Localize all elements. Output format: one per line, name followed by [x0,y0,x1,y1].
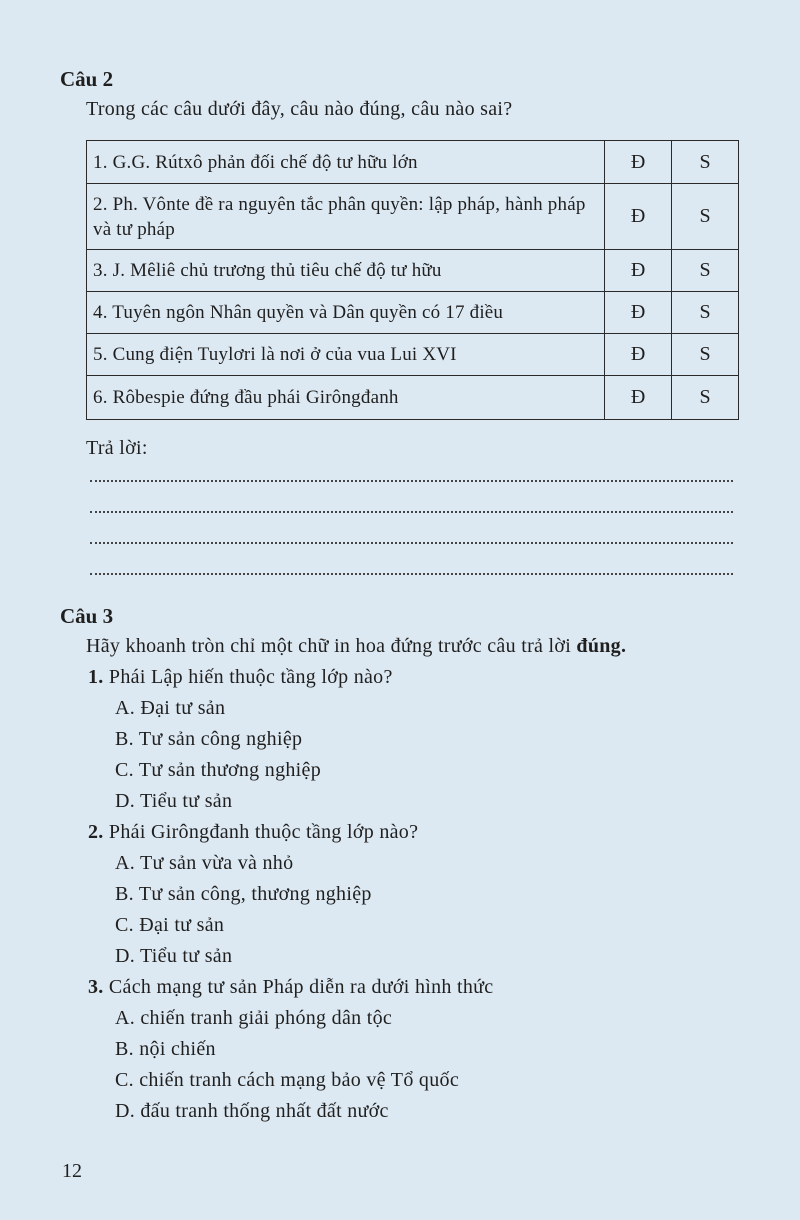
answer-label: Trả lời: [86,437,148,459]
true-option[interactable]: Đ [605,376,672,420]
question-3-heading: Câu 3 [60,604,114,628]
true-option[interactable]: Đ [605,292,672,334]
true-option[interactable]: Đ [605,334,672,376]
statement-cell: 3. J. Mêliê chủ trương thủ tiêu chế độ tư hữu [87,250,605,292]
option-b[interactable]: B. Tư sản công, thương nghiệp [115,883,372,905]
option-c[interactable]: C. Tư sản thương nghiệp [115,759,322,781]
true-false-table [86,140,739,420]
statement-cell: 2. Ph. Vônte đề ra nguyên tắc phân quyền: lập pháp, hành pháp và tư pháp [87,184,605,250]
subquestion-number: 3. [88,976,104,998]
false-option[interactable]: S [672,334,739,376]
option-b[interactable]: B. nội chiến [115,1038,216,1060]
option-a[interactable]: A. chiến tranh giải phóng dân tộc [115,1007,393,1029]
statement-cell: 5. Cung điện Tuylơri là nơi ở của vua Lui XVI [87,334,605,376]
answer-line-4[interactable] [90,573,733,575]
answer-line-2[interactable] [90,511,733,513]
true-option[interactable]: Đ [605,141,672,184]
option-d[interactable]: D. đấu tranh thống nhất đất nước [115,1100,389,1122]
option-d[interactable]: D. Tiểu tư sản [115,790,233,812]
instruction-emphasis: đúng. [576,635,627,657]
statement-cell: 6. Rôbespie đứng đầu phái Girôngđanh [87,376,605,420]
false-option[interactable]: S [672,141,739,184]
subquestion-text: Phái Girôngđanh thuộc tầng lớp nào? [108,821,419,843]
false-option[interactable]: S [672,376,739,420]
answer-line-3[interactable] [90,542,733,544]
option-b[interactable]: B. Tư sản công nghiệp [115,728,303,750]
option-a[interactable]: A. Đại tư sản [115,697,226,719]
table-row [87,184,739,250]
table-row [87,292,739,334]
option-c[interactable]: C. Đại tư sản [115,914,225,936]
false-option[interactable]: S [672,292,739,334]
option-a[interactable]: A. Tư sản vừa và nhỏ [115,852,294,874]
subquestion-2 [88,821,418,844]
statement-cell: 1. G.G. Rútxô phản đối chế độ tư hữu lớn [87,141,605,184]
option-c[interactable]: C. chiến tranh cách mạng bảo vệ Tổ quốc [115,1069,459,1091]
table-row [87,334,739,376]
subquestion-text: Cách mạng tư sản Pháp diễn ra dưới hình thức [108,976,494,998]
question-2-heading: Câu 2 [60,67,114,91]
table-row [87,376,739,420]
subquestion-1 [88,666,393,689]
true-option[interactable]: Đ [605,250,672,292]
page-number: 12 [62,1160,82,1182]
table-row [87,141,739,184]
true-option[interactable]: Đ [605,184,672,250]
question-2-prompt: Trong các câu dưới đây, câu nào đúng, câu nào sai? [86,98,513,120]
subquestion-text: Phái Lập hiến thuộc tầng lớp nào? [108,666,393,688]
subquestion-number: 1. [88,666,104,688]
statement-cell: 4. Tuyên ngôn Nhân quyền và Dân quyền có 17 điều [87,292,605,334]
answer-line-1[interactable] [90,480,733,482]
instruction-text: Hãy khoanh tròn chỉ một chữ in hoa đứng trước câu trả lời [86,635,577,657]
table-row [87,250,739,292]
question-3-instruction [86,635,626,658]
subquestion-number: 2. [88,821,104,843]
option-d[interactable]: D. Tiểu tư sản [115,945,233,967]
subquestion-3 [88,976,493,999]
false-option[interactable]: S [672,250,739,292]
false-option[interactable]: S [672,184,739,250]
